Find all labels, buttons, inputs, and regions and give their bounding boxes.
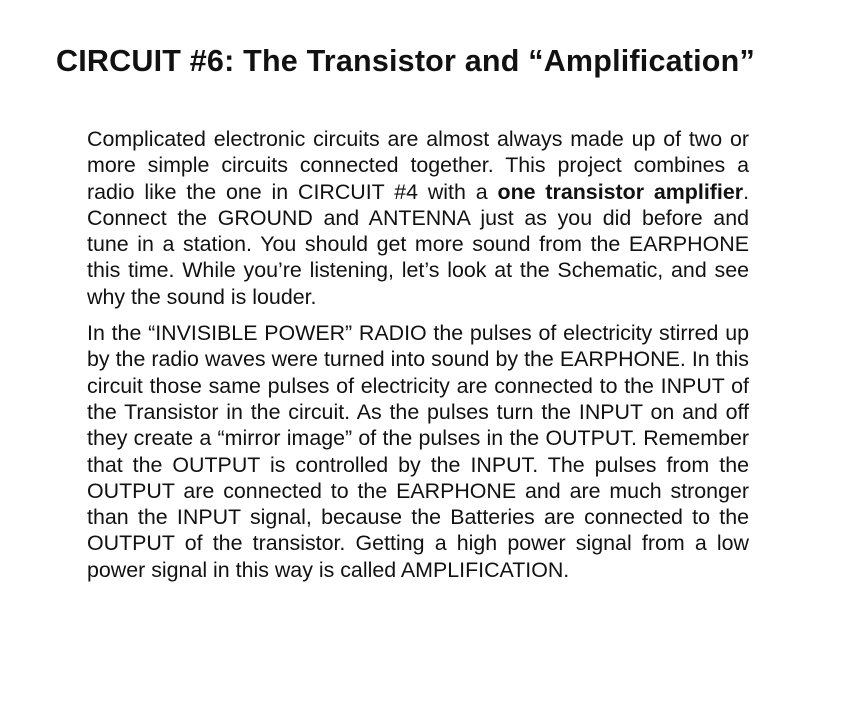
page-title: CIRCUIT #6: The Transistor and “Amplification” [56,44,755,78]
body-text [87,126,749,593]
paragraph-intro-bold-term: one transistor amplifier [497,179,744,204]
paragraph-intro-text-end: . Connect the GROUND and ANTENNA just as you did before and tune in a station. You should get more sound from the EARPHONE this time. While you’re listening, let’s look at the Schematic, and see why the sound is louder. [87,179,750,309]
paragraph-intro [87,126,749,310]
paragraph-intro-text-start: Complicated electronic circuits are almost always made up of two or more simple circuits connected together. This project combines a radio like the one in CIRCUIT #4 with a [87,127,749,204]
paragraph-amplification: In the “INVISIBLE POWER” RADIO the pulses of electricity stirred up by the radio waves were turned into sound by the EARPHONE. In this circuit those same pulses of electricity are connected to the INPUT of the Transistor in the circuit. As the pulses turn the INPUT on and off they create a “mirror image” of the pulses in the OUTPUT. Remember that the OUTPUT is controlled by the INPUT. The pulses from the OUTPUT are connected to the EARPHONE and are much stronger than the INPUT signal, because the Batteries are connected to the OUTPUT of the transistor. Getting a high power signal from a low power signal in this way is called AMPLIFICATION. [87,321,749,582]
